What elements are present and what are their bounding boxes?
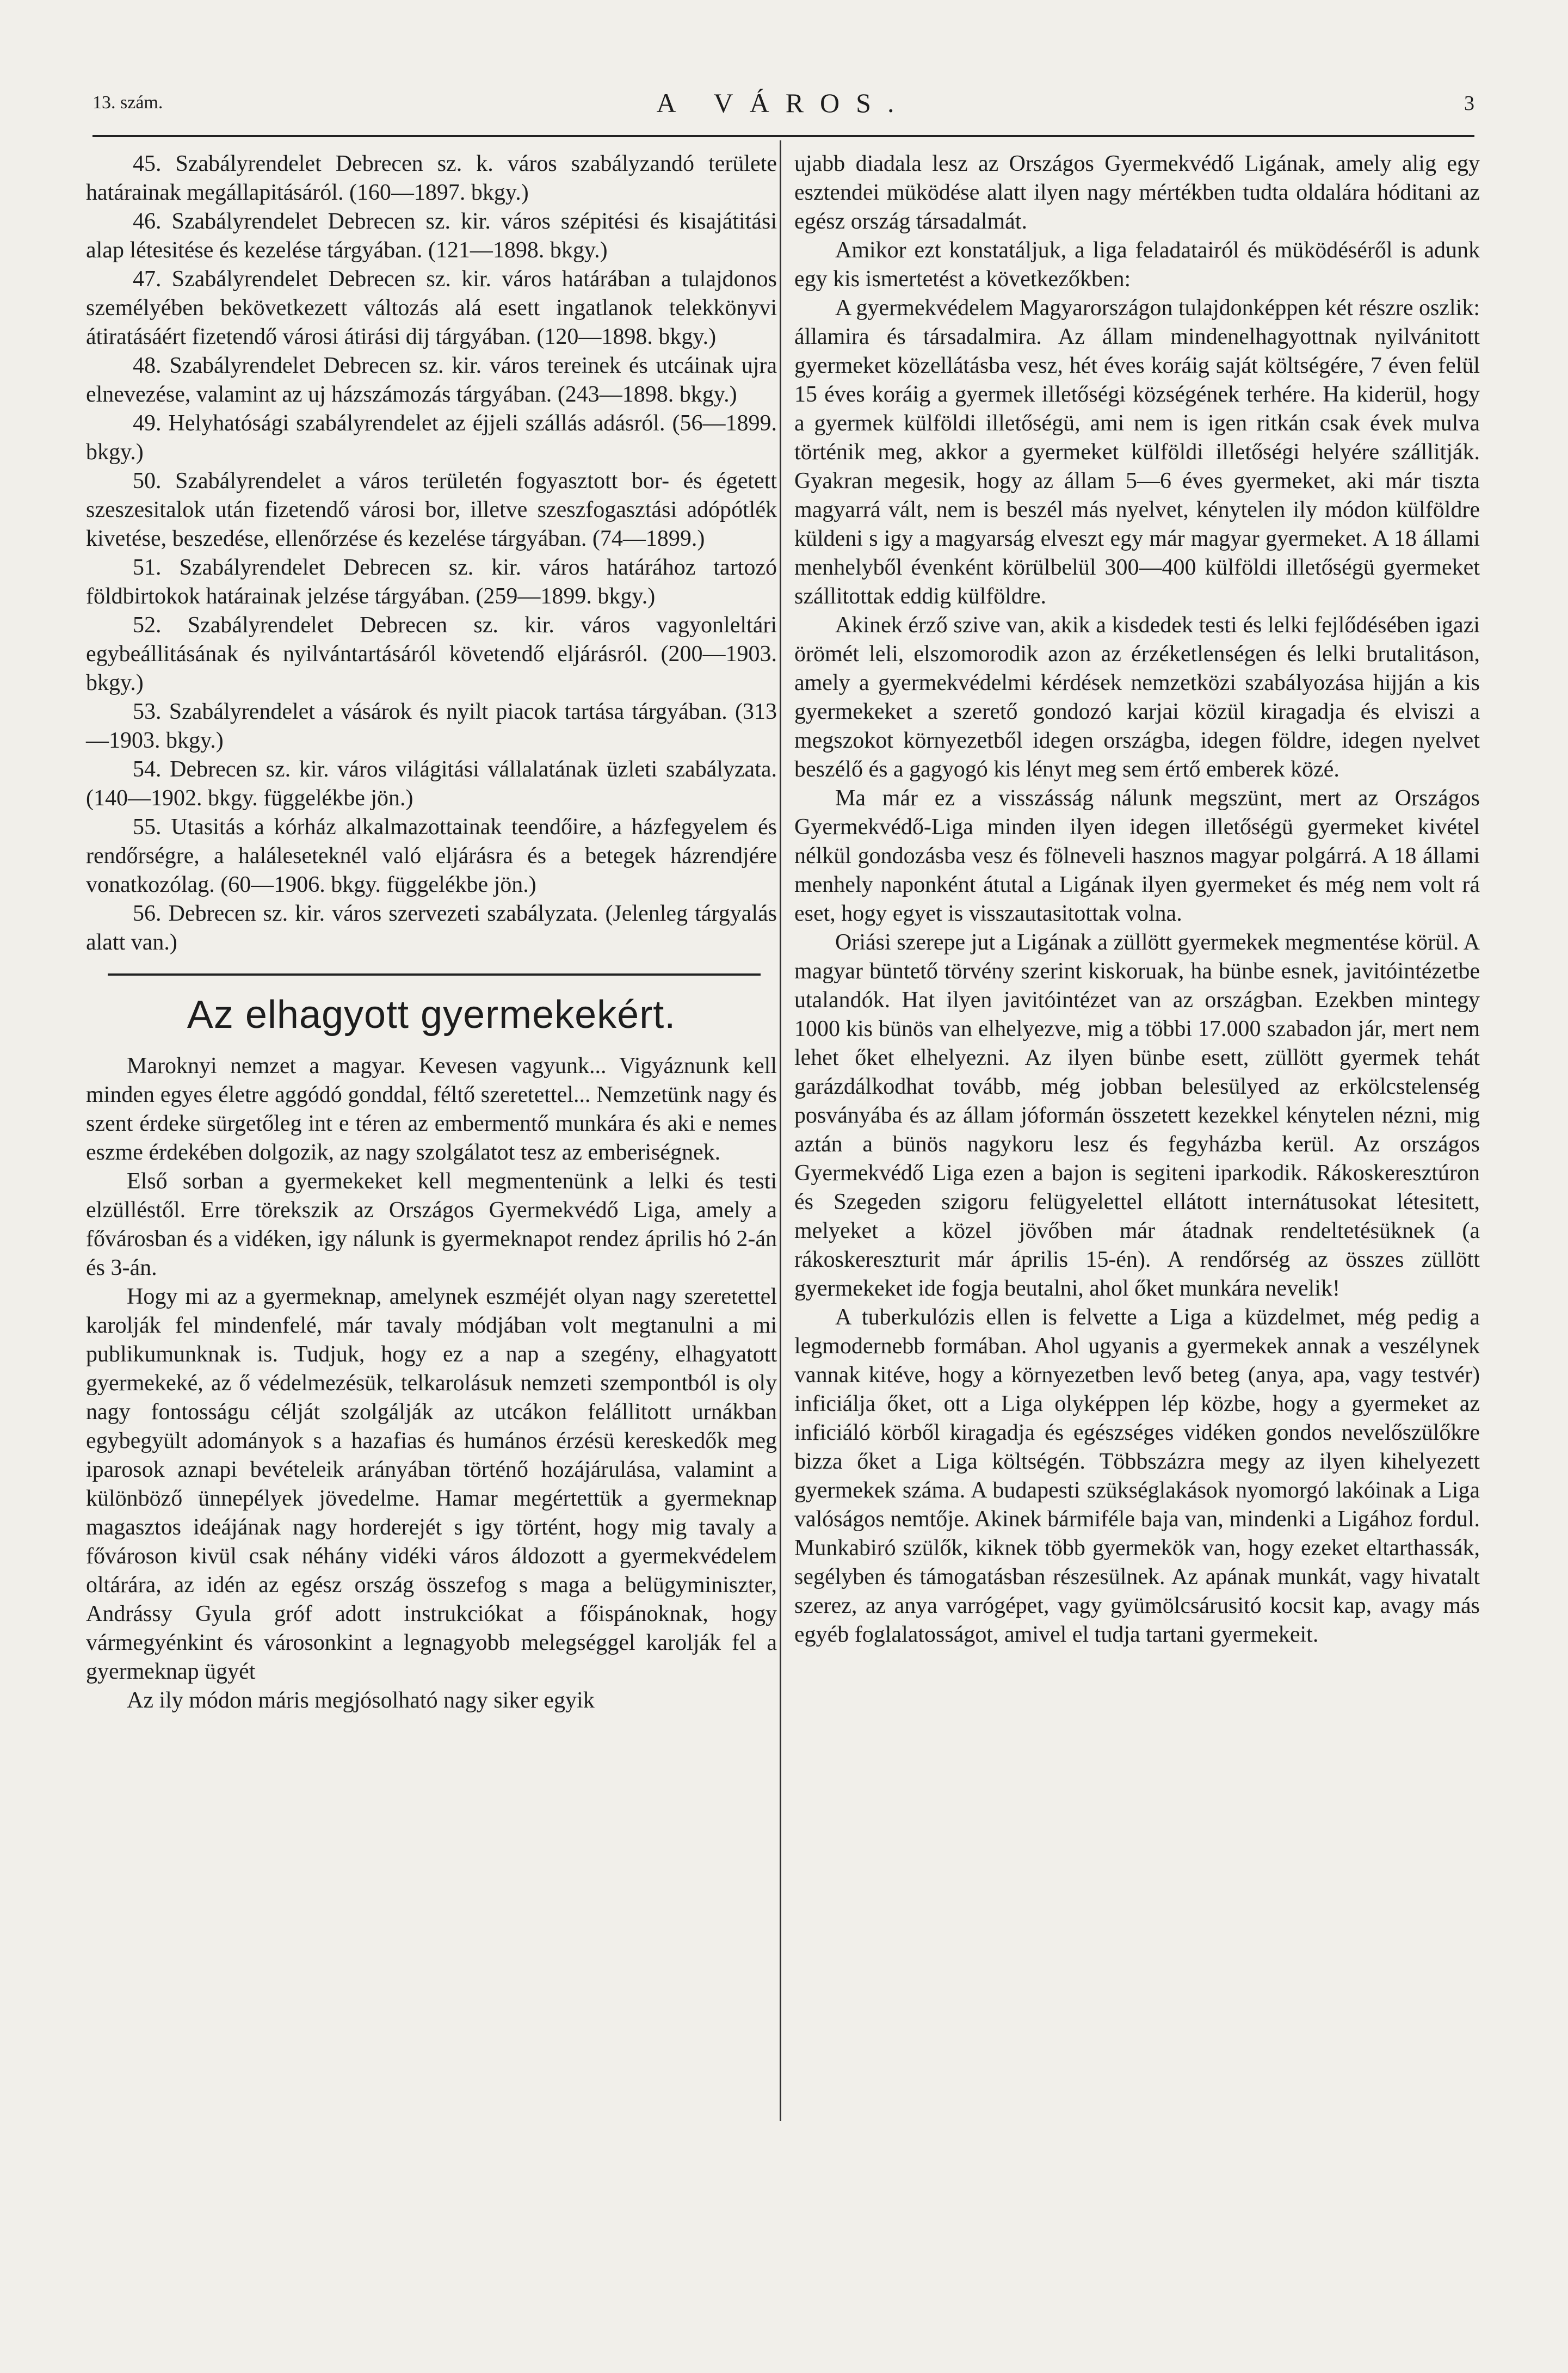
article-paragraph: ujabb diadala lesz az Országos Gyermekvédő Ligának, amely alig egy esztendei müködése alatt ilyen nagy mértékben tudta oldalára hóditani az egész ország társadalmát.	[794, 151, 1480, 234]
newspaper-title: A VÁROS.	[656, 88, 911, 118]
article-paragraph: A gyermekvédelem Magyarországon tulajdonképpen két részre oszlik: államira és társadalmira. Az állam mindenelhagyottnak nyilvánitott gyermeket közellátásba vesz, hét éves koráig saját költségére, 7 éven felül 15 éves koráig a gyermek illetőségi községének terhére. Ha kiderül, hogy a gyermek külföldi illetőségü, ami nem is igen ritkán csak évek mulva történik meg, akkor a gyermeket külföldi illetőségi helyére szállitják. Gyakran megesik, hogy az állam 5—6 éves gyermeket, aki már tiszta magyarrá vált, nem is beszél más nyelvet, kénytelen ily módon külföldre küldeni s igy a magyarság elveszt egy már magyar gyermeket. A 18 állami menhelyből évenként körülbelül 300—400 külföldi illetőségü gyermeket szállitottak eddig külföldre.	[794, 295, 1480, 609]
issue-number: 13. szám.	[92, 93, 163, 113]
article-paragraph: Ma már ez a visszásság nálunk megszünt, mert az Országos Gyermekvédő-Liga minden ilyen idegen illetőségü gyermeket kivétel nélkül gondozásba vesz és fölneveli hasznos magyar polgárrá. A 18 állami menhely naponként átutal a Ligának ilyen gyermeket és még nem volt rá eset, hogy egyet is visszautasitottak volna.	[794, 786, 1480, 926]
article-title: Az elhagyott gyermekekért.	[187, 993, 676, 1037]
header-rule	[92, 135, 1474, 137]
page-header	[92, 87, 1474, 125]
regulation-item: 56. Debrecen sz. kir. város szervezeti szabályzata. (Jelenleg tárgyalás alatt van.)	[86, 901, 777, 955]
left-column	[86, 150, 777, 1715]
regulation-item: 53. Szabályrendelet a vásárok és nyilt piacok tartása tárgyában. (313—1903. bkgy.)	[86, 699, 777, 753]
regulation-item: 54. Debrecen sz. kir. város világitási vállalatának üzleti szabályzata. (140—1902. bkgy. függelékbe jön.)	[86, 757, 777, 811]
article-paragraph: Az ily módon máris megjósolható nagy siker egyik	[127, 1688, 595, 1713]
article-paragraph: Akinek érző szive van, akik a kisdedek testi és lelki fejlődésében igazi örömét leli, elszomorodik azon az érzéketlenségen és lelki brutalitáson, amely a gyermekvédelmi kérdések nemzetközi szabályozása hijján a kis gyermekeket a szerető gondozó karjai közül kiragadja és elviszi a megszokot környezetből idegen országba, idegen földre, idegen nyelvet beszélő és a gagyogó kis lényt meg sem értő emberek közé.	[794, 613, 1480, 782]
regulation-item: 48. Szabályrendelet Debrecen sz. kir. város tereinek és utcáinak ujra elnevezése, valamint az uj házszámozás tárgyában. (243—1898. bkgy.)	[86, 353, 777, 407]
article-paragraph: A tuberkulózis ellen is felvette a Liga a küzdelmet, még pedig a legmodernebb formában. Ahol ugyanis a gyermekek annak a veszélynek vannak kitéve, hogy a környezetben levő beteg (anya, apa, vagy testvér) inficiálja őket, ott a Liga olyképpen lép közbe, hogy a gyermeket az inficiáló körből kiragadja és egészséges vidéken gondos nevelőszülőkre bizza őket a Liga költségén. Többszázra megy az ilyen kihelyezett gyermekek száma. A budapesti szükséglakások nyomorgó lakóinak a Liga valóságos nemtője. Akinek bármiféle baja van, mindenki a Ligához fordul. Munkabiró szülők, kiknek több gyermekök van, hogy ezeket eltarthassák, segélyben és támogatásban részesülnek. Az apának munkát, vagy hivatalt szerez, az anya varrógépet, vagy gyümölcsárusitó kocsit kap, avagy más egyéb foglalatosságot, amivel el tudja tartani gyermekeit.	[794, 1305, 1480, 1647]
regulation-item: 46. Szabályrendelet Debrecen sz. kir. város szépitési és kisajátitási alap létesitése és kezelése tárgyában. (121—1898. bkgy.)	[86, 209, 777, 263]
regulation-item: 52. Szabályrendelet Debrecen sz. kir. város vagyonleltári egybeállitásának és nyilvántartásáról követendő eljárásról. (200—1903. bkgy.)	[86, 613, 777, 695]
regulation-item: 47. Szabályrendelet Debrecen sz. kir. város határában a tulajdonos személyében bekövetkezett változás alá esett ingatlanok telekkönyvi átiratásáért fizetendő városi átirási dij tárgyában. (120—1898. bkgy.)	[86, 267, 777, 349]
page-number: 3	[1464, 92, 1474, 115]
regulation-item: 49. Helyhatósági szabályrendelet az éjjeli szállás adásról. (56—1899. bkgy.)	[86, 411, 777, 465]
regulation-item: 51. Szabályrendelet Debrecen sz. kir. város határához tartozó földbirtokok határainak jelzése tárgyában. (259—1899. bkgy.)	[86, 555, 777, 609]
column-divider	[780, 140, 781, 2121]
article-paragraph: Hogy mi az a gyermeknap, amelynek eszméjét olyan nagy szeretettel karolják fel mindenfelé, már tavaly módjában volt megtanulni a mi publikumunknak is. Tudjuk, hogy ez a nap a szegény, elhagyatott gyermekeké, az ő védelmezésük, telkarolásuk nemzeti szempontból is oly nagy fontosságu célját szolgálják az utcákon felállitott urnákban egybegyült adományok s a hazafias és humános érzésü kereskedők meg iparosok aznapi bevételeik arányában történő hozájárulása, valamint a különböző ünnepélyek jövedelme. Hamar megértettük a gyermeknap magasztos ideájának nagy horderejét s igy történt, hogy mig tavaly a fővároson kivül csak néhány vidéki város áldozott a gyermekvédelem oltárára, az idén az egész ország összefog s maga a belügyminiszter, Andrássy Gyula gróf adott instrukciókat a főispánoknak, hogy vármegyénkint és városonkint a legnagyobb melegséggel karolják fel a gyermeknap ügyét	[86, 1284, 777, 1684]
regulation-item: 55. Utasitás a kórház alkalmazottainak teendőire, a házfegyelem és rendőrségre, a haláleseteknél való eljárásra és a betegek házrendjére vonatkozólag. (60—1906. bkgy. függelékbe jön.)	[86, 815, 777, 897]
regulation-item: 50. Szabályrendelet a város területén fogyasztott bor- és égetett szeszesitalok után fizetendő városi bor, illetve szeszfogasztási adópótlék kivetése, beszedése, ellenőrzése és kezelése tárgyában. (74—1899.)	[86, 469, 777, 551]
regulation-item: 45. Szabályrendelet Debrecen sz. k. város szabályzandó területe határainak megállapitásáról. (160—1897. bkgy.)	[86, 151, 777, 205]
right-column	[794, 150, 1480, 1649]
section-rule	[108, 973, 761, 976]
article-paragraph: Oriási szerepe jut a Ligának a züllött gyermekek megmentése körül. A magyar büntető törvény szerint kiskoruak, ha bünbe esnek, javitóintézetbe utalandók. Hat ilyen javitóintézet van az országban. Ezekben mintegy 1000 kis bünös van elhelyezve, mig a többi 17.000 szabadon jár, mert nem lehet őket elhelyezni. Az ilyen bünbe esett, züllött gyermek tehát garázdálkodhat tovább, még jobban belesülyed az erkölcstelenség posványába és az állam jóformán összetett kezekkel kénytelen nézni, mig aztán a bünös nagykoru lesz és fegyházba kerül. Az országos Gyermekvédő Liga ezen a bajon is segiteni iparkodik. Rákoskeresztúron és Szegeden szigoru felügyelettel ellátott internátusokat létesitett, melyeket a közel jövőben már átadnak rendeltetésüknek (a rákoskereszturit már április 15-én). A rendőrség az összes züllött gyermekeket ide fogja beutalni, ahol őket munkára nevelik!	[794, 930, 1480, 1301]
article-paragraph: Maroknyi nemzet a magyar. Kevesen vagyunk... Vigyáznunk kell minden egyes életre aggódó gonddal, féltő szeretettel... Nemzetünk nagy és szent érdeke sürgetőleg int e téren az embermentő munkára és aki e nemes eszme érdekében dolgozik, az nagy szolgálatot tesz az emberiségnek.	[86, 1053, 777, 1165]
article-paragraph: Amikor ezt konstatáljuk, a liga feladatairól és müködéséről is adunk egy kis ismertetést a következőkben:	[794, 238, 1480, 292]
article-paragraph: Első sorban a gyermekeket kell megmentenünk a lelki és testi elzülléstől. Erre törekszik az Országos Gyermekvédő Liga, amely a fővárosban és a vidéken, igy nálunk is gyermeknapot rendez április hó 2-án és 3-án.	[86, 1169, 777, 1280]
